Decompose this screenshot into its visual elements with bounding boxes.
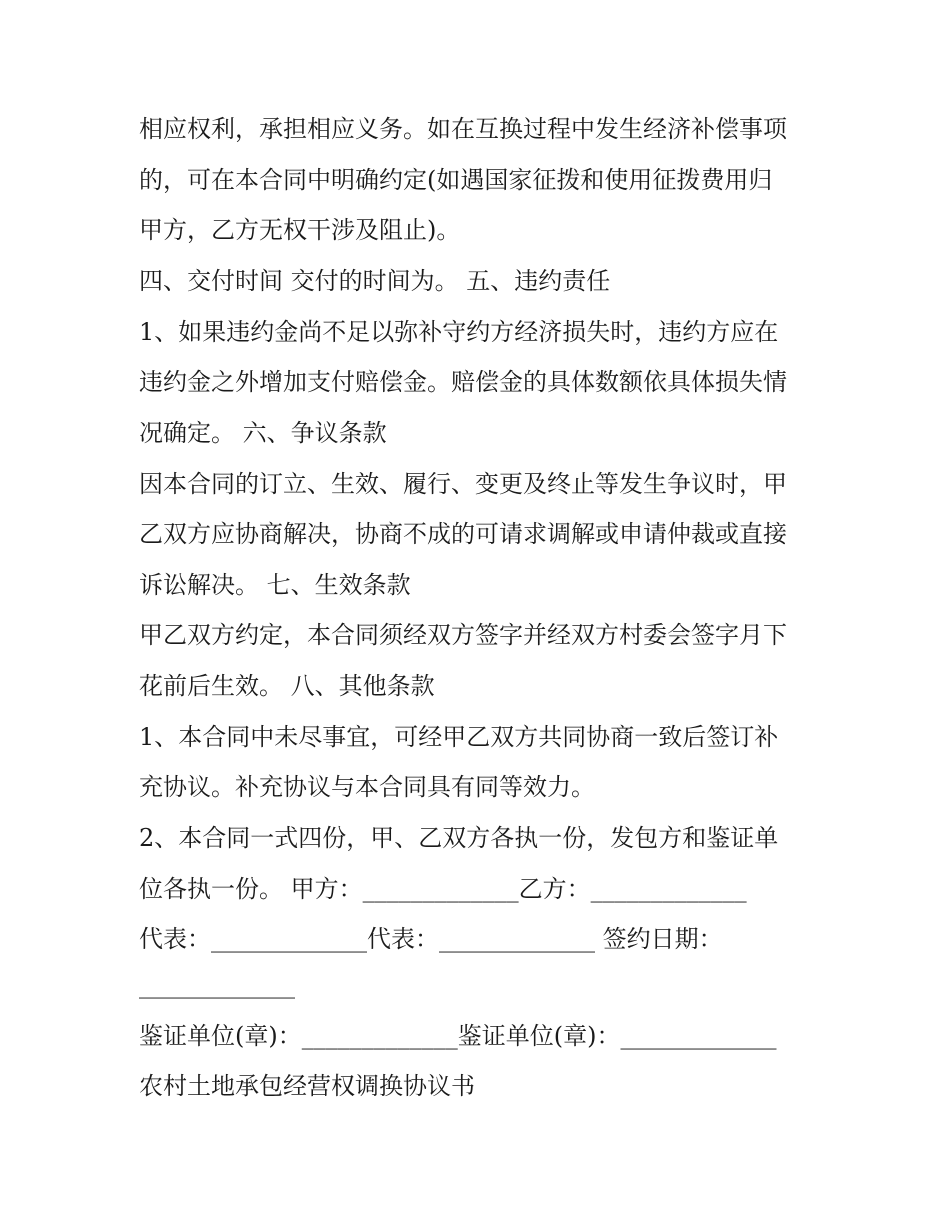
paragraph-line: 乙双方应协商解决，协商不成的可请求调解或申请仲裁或直接 <box>139 520 787 548</box>
section-line: 花前后生效。 八、其他条款 <box>139 672 435 700</box>
paragraph-line: 2、本合同一式四份，甲、乙双方各执一份，发包方和鉴证单 <box>139 824 779 852</box>
section-line: 四、交付时间 交付的时间为。 五、违约责任 <box>139 267 611 295</box>
section-line: 诉讼解决。 七、生效条款 <box>139 571 411 599</box>
section-line: 况确定。 六、争议条款 <box>139 419 387 447</box>
paragraph-line: 因本合同的订立、生效、履行、变更及终止等发生争议时，甲 <box>139 470 787 498</box>
paragraph-line: 甲方，乙方无权干涉及阻止)。 <box>139 216 461 244</box>
paragraph-line: 1、本合同中未尽事宜，可经甲乙双方共同协商一致后签订补 <box>139 723 779 751</box>
signature-line-representatives: 代表：_____________代表：_____________ 签约日期： <box>139 925 723 953</box>
paragraph-line: 相应权利，承担相应义务。如在互换过程中发生经济补偿事项 <box>139 115 787 143</box>
signature-line-witness: 鉴证单位(章)：_____________鉴证单位(章)：_____________ <box>139 1022 777 1050</box>
paragraph-line: 的，可在本合同中明确约定(如遇国家征拨和使用征拨费用归 <box>139 166 773 194</box>
signature-line-parties: 位各执一份。 甲方：_____________乙方：_____________ <box>139 875 747 903</box>
paragraph-line: 甲乙双方约定，本合同须经双方签字并经双方村委会签字月下 <box>139 621 787 649</box>
paragraph-line: 充协议。补充协议与本合同具有同等效力。 <box>139 773 595 801</box>
signature-line-date-blank: _____________ <box>139 971 295 999</box>
paragraph-line: 违约金之外增加支付赔偿金。赔偿金的具体数额依具体损失情 <box>139 368 787 396</box>
paragraph-line: 1、如果违约金尚不足以弥补守约方经济损失时，违约方应在 <box>139 318 779 346</box>
document-title-line: 农村土地承包经营权调换协议书 <box>139 1072 475 1100</box>
